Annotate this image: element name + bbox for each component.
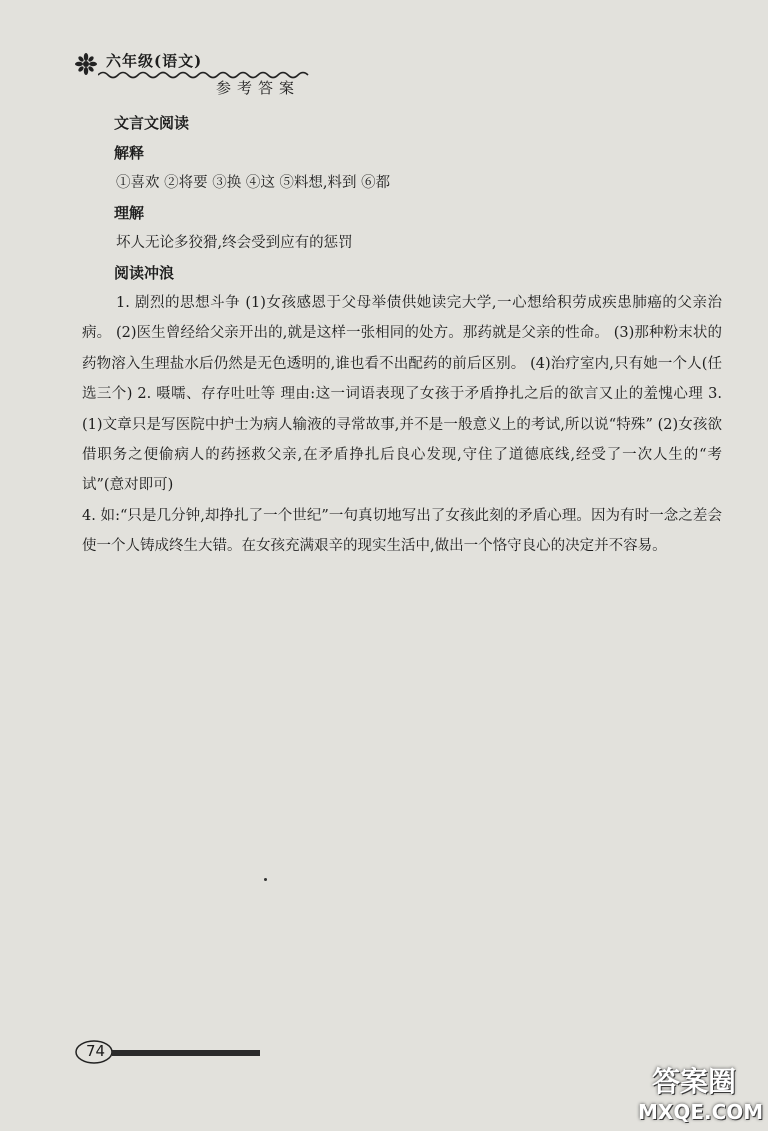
answer-title: 参考答案: [216, 79, 301, 97]
watermark-logo: 答案圈: [652, 1065, 737, 1098]
page-number: 74: [86, 1042, 106, 1060]
answer-content: [82, 108, 722, 562]
print-speck: [264, 878, 267, 881]
grade-title: 六年级(语文): [106, 52, 203, 70]
understand-answer: 坏人无论多狡猾,终会受到应有的惩罚: [116, 235, 353, 251]
explain-answers: ①喜欢 ②将要 ③换 ④这 ⑤料想,料到 ⑥都: [116, 175, 391, 191]
footer-rule: [112, 1050, 260, 1056]
section-heading-understand: 理解: [114, 204, 145, 222]
section-heading-reading: 阅读冲浪: [114, 264, 175, 282]
watermark-url: MXQE.COM: [638, 1100, 764, 1124]
section-heading-classical: 文言文阅读: [114, 114, 190, 132]
reading-answer-paragraph-4: 4. 如:“只是几分钟,却挣扎了一个世纪”一句真切地写出了女孩此刻的矛盾心理。因为有时一念之差会使一个人铸成终生大错。在女孩充满艰辛的现实生活中,做出一个恪守良心的决定并不容易。: [82, 507, 722, 555]
section-heading-explain: 解释: [114, 144, 145, 162]
flower-icon: [74, 52, 98, 76]
reading-answer-paragraph: 1. 剧烈的思想斗争 (1)女孩感恩于父母举债供她读完大学,一心想给积劳成疾患肺癌的父亲治病。 (2)医生曾经给父亲开出的,就是这样一张相同的处方。那药就是父亲的性命。 (3)那种粉末状的药物溶入生理盐水后仍然是无色透明的,谁也看不出配药的前后区别。 (4)治疗室内,只有她一个人(任选三个) 2. 嗫嚅、存存吐吐等 理由:这一词语表现了女孩于矛盾挣扎之后的欲言又止的羞愧心理 3.(1)文章只是写医院中护士为病人输液的寻常故事,并不是一般意义上的考试,所以说“特殊” (2)女孩欲借职务之便偷病人的药拯救父亲,在矛盾挣扎后良心发现,守住了道德底线,经受了一次人生的“考试”(意对即可): [82, 295, 722, 494]
